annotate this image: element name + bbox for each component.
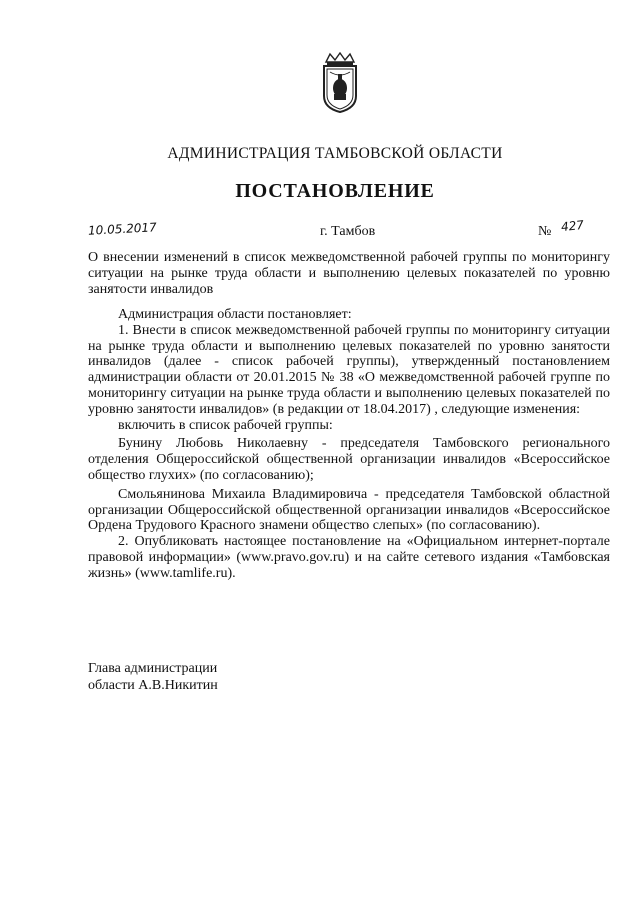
signature-block — [88, 661, 218, 694]
signature-line-1: Глава администрации — [88, 661, 218, 676]
document-number-label: № — [538, 224, 552, 239]
document-city: г. Тамбов — [320, 224, 376, 239]
body-person-2: Смольянинова Михаила Владимировича - председателя Тамбовской областной организации Общероссийской общественной организации инвалидов «Всероссийское Ордена Трудового Красного знамени общество слепых» (по согласованию). — [88, 486, 610, 534]
body-intro: Администрация области постановляет: — [118, 307, 352, 322]
document-date: 10.05.2017 — [87, 220, 158, 238]
body-item-2: 2. Опубликовать настоящее постановление на «Официальном интернет-портале правовой информации» (www.pravo.gov.ru) и на сайте сетевого издания «Тамбовская жизнь» (www.tamlife.ru). — [88, 534, 610, 581]
document-number: 427 — [560, 217, 585, 235]
body-item-1: 1. Внести в список межведомственной рабочей группы по мониторингу ситуации на рынке труда области и выполнению целевых показателей по уровню занятости инвалидов (далее - список рабочей группы), утвержденный постановлением администрации области от 20.01.2015 № 38 «О межведомственной рабочей группе по мониторингу ситуации на рынке труда области и выполнению целевых показателей по уровню занятости инвалидов» (в редакции от 18.04.2017) , следующие изменения: — [88, 322, 610, 417]
signature-line-2: области А.В.Никитин — [88, 677, 218, 693]
document-subject: О внесении изменений в список межведомственной рабочей группы по мониторингу ситуации на рынке труда области и выполнению целевых показателей по уровню занятости инвалидов — [88, 250, 610, 297]
coat-of-arms-icon — [320, 52, 360, 114]
body-person-1: Бунину Любовь Николаевну - председателя Тамбовского регионального отделения Общероссийской общественной организации инвалидов «Всероссийское общество глухих» (по согласованию); — [88, 436, 610, 483]
body-include: включить в список рабочей группы: — [118, 417, 333, 433]
document-body — [88, 307, 610, 582]
document-type: ПОСТАНОВЛЕНИЕ — [235, 180, 435, 202]
organization-name: АДМИНИСТРАЦИЯ ТАМБОВСКОЙ ОБЛАСТИ — [167, 145, 503, 162]
